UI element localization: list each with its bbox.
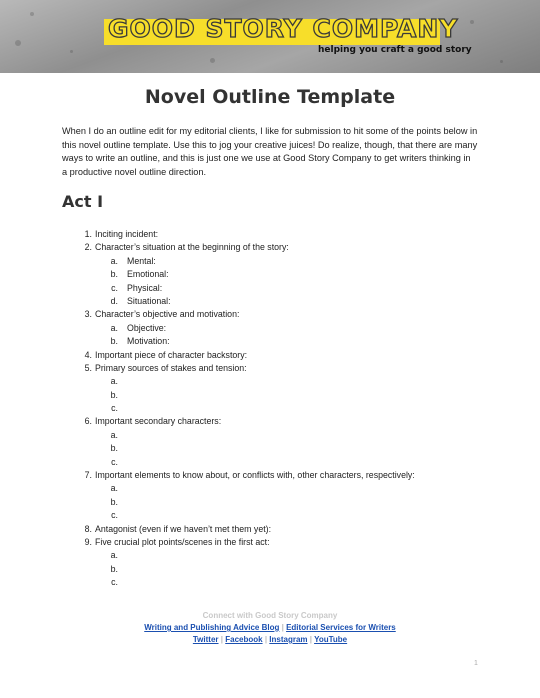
facebook-link[interactable]: Facebook	[225, 635, 263, 644]
outline-item-number: 9.	[84, 536, 92, 547]
outline-subitem	[62, 563, 482, 576]
outline-list	[62, 228, 482, 590]
outline-item-text: Five crucial plot points/scenes in the first act:	[95, 536, 270, 547]
outline-subitem-letter: a.	[110, 429, 118, 440]
outline-item-text: Important elements to know about, or conflicts with, other characters, respectively:	[95, 470, 415, 481]
outline-subitem	[62, 442, 482, 455]
brand-logo-text: GOOD STORY COMPANY	[108, 14, 459, 43]
outline-item	[62, 469, 482, 482]
outline-subitem-letter: d.	[110, 295, 118, 306]
outline-subitem	[62, 375, 482, 388]
outline-item-text: Primary sources of stakes and tension:	[95, 362, 247, 373]
outline-subitem-letter: b.	[110, 443, 118, 454]
outline-subitem-letter: b.	[110, 269, 118, 280]
outline-subitem-text: Situational:	[127, 295, 171, 306]
twitter-link[interactable]: Twitter	[192, 635, 219, 644]
outline-subitem-letter: a.	[110, 255, 118, 266]
page-number: 1	[474, 660, 478, 667]
instagram-link[interactable]: Instagram	[269, 635, 308, 644]
outline-subitem-letter: b.	[110, 336, 118, 347]
outline-item-text: Character’s objective and motivation:	[95, 309, 240, 320]
outline-subitem-letter: a.	[110, 483, 118, 494]
outline-item-number: 3.	[84, 309, 92, 320]
outline-item-text: Important piece of character backstory:	[95, 349, 248, 360]
brand-tagline: helping you craft a good story	[318, 45, 472, 55]
outline-item-text: Character’s situation at the beginning of the story:	[95, 242, 289, 253]
outline-item	[62, 228, 482, 241]
outline-subitem-letter: c.	[111, 577, 118, 588]
youtube-link[interactable]: YouTube	[314, 635, 348, 644]
outline-subitem	[62, 429, 482, 442]
outline-subitem	[62, 496, 482, 509]
outline-subitem	[62, 282, 482, 295]
footer-links-row-1	[0, 623, 540, 632]
outline-item	[62, 308, 482, 321]
link-separator: |	[220, 635, 223, 644]
outline-item-number: 7.	[84, 470, 92, 481]
outline-subitem	[62, 549, 482, 562]
outline-subitem	[62, 509, 482, 522]
act-heading: Act I	[62, 192, 104, 211]
outline-subitem-letter: a.	[110, 322, 118, 333]
outline-subitem	[62, 255, 482, 268]
outline-item-text: Antagonist (even if we haven’t met them yet):	[95, 523, 272, 534]
outline-item-number: 8.	[84, 523, 92, 534]
outline-subitem-letter: a.	[110, 550, 118, 561]
editorial-services-link[interactable]: Editorial Services for Writers	[286, 623, 396, 632]
outline-subitem	[62, 456, 482, 469]
outline-subitem	[62, 295, 482, 308]
outline-item	[62, 523, 482, 536]
outline-subitem-letter: b.	[110, 563, 118, 574]
document-title: Novel Outline Template	[144, 86, 396, 108]
outline-subitem-letter: c.	[111, 510, 118, 521]
outline-item	[62, 241, 482, 254]
outline-subitem	[62, 389, 482, 402]
outline-item-number: 5.	[84, 362, 92, 373]
outline-subitem-text: Emotional:	[127, 269, 169, 280]
outline-subitem-letter: c.	[111, 282, 118, 293]
outline-item-number: 1.	[84, 229, 92, 239]
outline-item	[62, 415, 482, 428]
outline-subitem	[62, 402, 482, 415]
link-separator: |	[281, 623, 284, 632]
footer-links-row-2	[0, 635, 540, 644]
outline-subitem	[62, 576, 482, 589]
outline-subitem	[62, 322, 482, 335]
outline-subitem-letter: a.	[110, 376, 118, 387]
intro-paragraph: When I do an outline edit for my editorial clients, I like for submission to hit some of the points below in this novel outline template. Use this to jog your creative juices! Do realize, though, that there are many ways to write an outline, and this is just one we use at Good Story Company to get writers thinking in a productive novel outline direction.	[62, 126, 478, 177]
outline-item-number: 4.	[84, 349, 92, 360]
outline-subitem-text: Physical:	[127, 282, 163, 293]
outline-subitem-letter: b.	[110, 496, 118, 507]
outline-item-text: Important secondary characters:	[95, 416, 222, 427]
outline-subitem	[62, 268, 482, 281]
outline-subitem	[62, 335, 482, 348]
outline-item-text: Inciting incident:	[95, 229, 159, 239]
outline-subitem	[62, 482, 482, 495]
outline-subitem-text: Mental:	[127, 255, 156, 266]
link-separator: |	[264, 635, 268, 644]
outline-item-number: 2.	[84, 242, 92, 253]
outline-subitem-letter: c.	[111, 403, 118, 414]
outline-subitem-letter: b.	[110, 389, 118, 400]
outline-item	[62, 536, 482, 549]
outline-subitem-letter: c.	[111, 456, 118, 467]
outline-item	[62, 362, 482, 375]
outline-subitem-text: Objective:	[127, 322, 167, 333]
header-banner	[0, 0, 540, 73]
footer-connect-label: Connect with Good Story Company	[202, 611, 338, 620]
link-separator: |	[309, 635, 313, 644]
outline-item-number: 6.	[84, 416, 92, 427]
blog-link[interactable]: Writing and Publishing Advice Blog	[144, 623, 280, 632]
outline-item	[62, 349, 482, 362]
outline-subitem-text: Motivation:	[127, 336, 170, 347]
